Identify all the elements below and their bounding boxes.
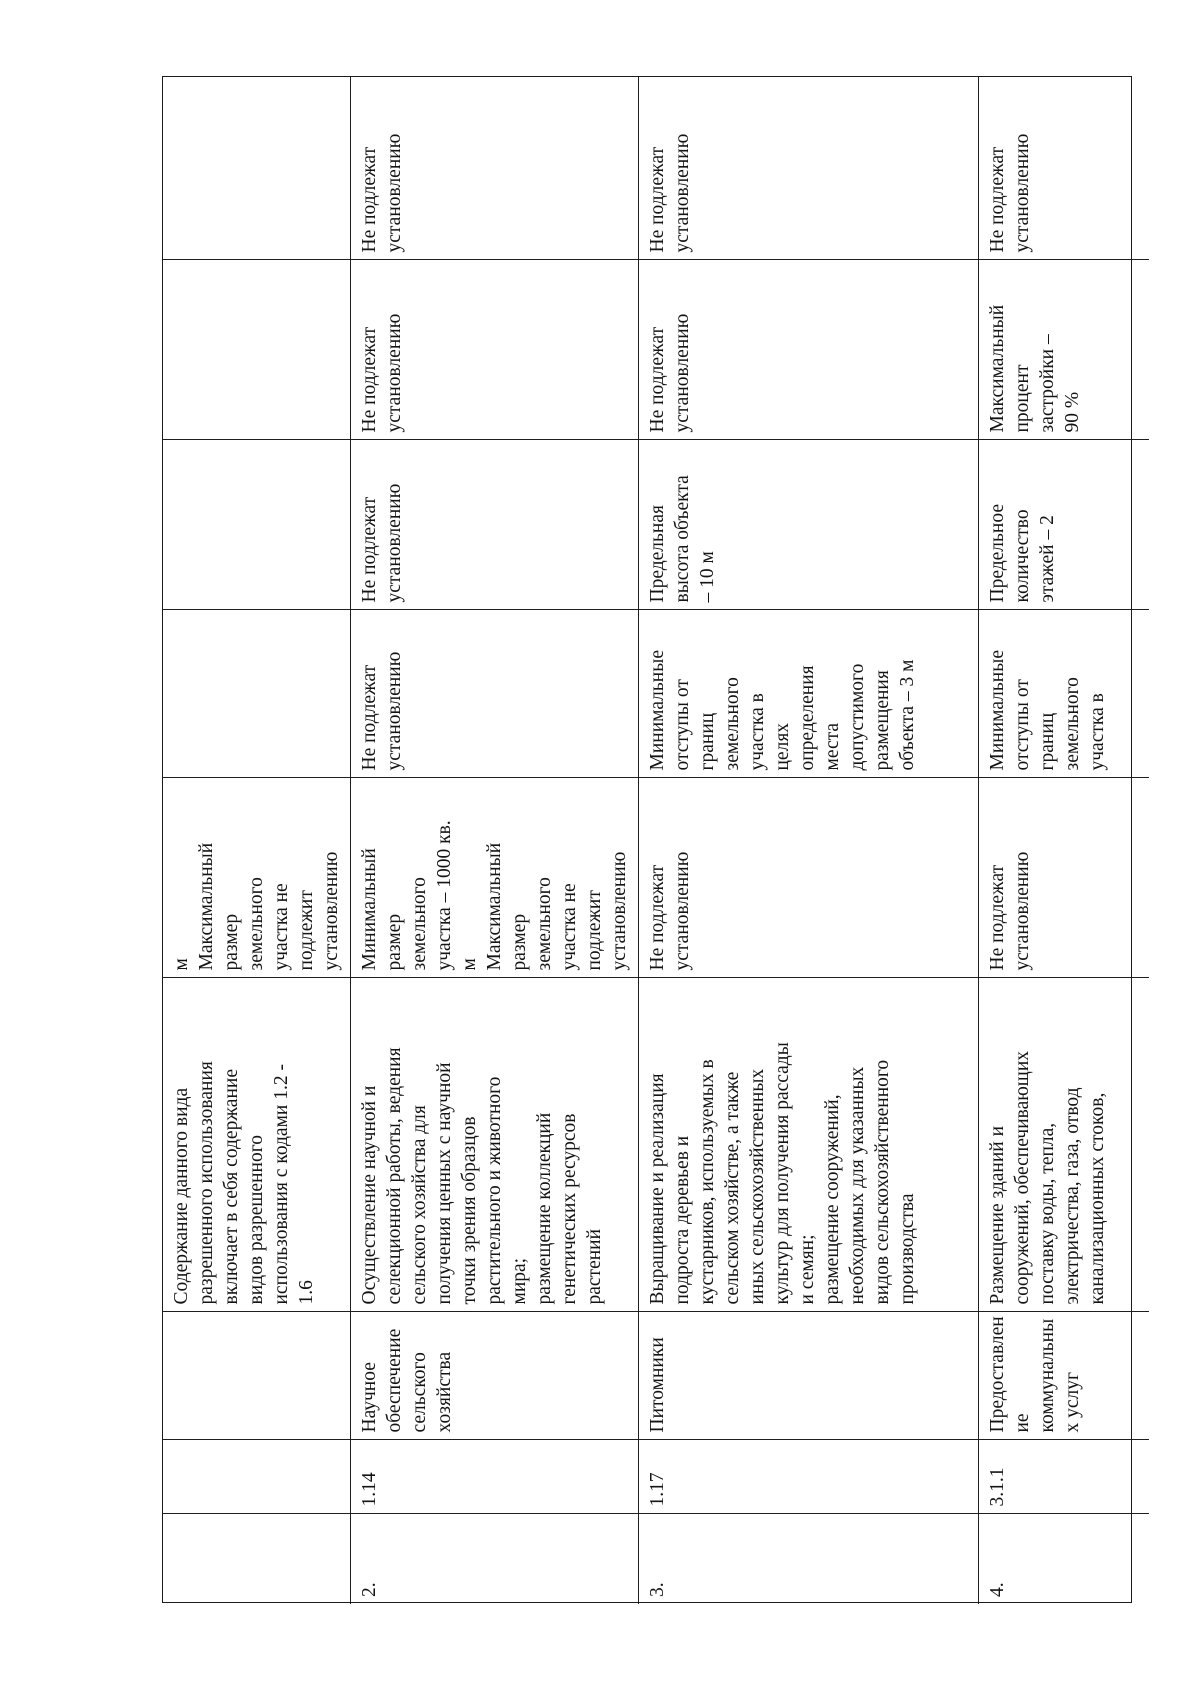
other-params-cell: Не подлежат установлению [351, 77, 639, 260]
coverage-cell: Не подлежат установлению [639, 260, 979, 440]
code-cell [163, 1440, 351, 1514]
row-number-cell [163, 1514, 351, 1604]
document-table-frame [162, 76, 1132, 1603]
table-row [979, 77, 1149, 1604]
description-cell: Осуществление научной и селекционной работы, ведения сельского хозяйства для получения ценных с научной точки зрения образцов растительного и животного мира; размещение коллекций генетических ресурсов растений [351, 978, 639, 1312]
coverage-cell: Максимальный процент застройки – 90 % [979, 260, 1149, 440]
row-number-cell: 4. [979, 1514, 1149, 1604]
table-row [351, 77, 639, 1604]
other-params-cell: Не подлежат установлению [979, 77, 1149, 260]
code-cell: 1.14 [351, 1440, 639, 1514]
use-name-cell: Предоставлен ие коммунальны х услуг [979, 1312, 1149, 1440]
setbacks-cell: Минимальные отступы от границ земельного участка в [979, 610, 1149, 778]
use-name-cell: Научное обеспечение сельского хозяйства [351, 1312, 639, 1440]
code-cell: 3.1.1 [979, 1440, 1149, 1514]
rotated-table-wrapper [163, 77, 1133, 1604]
land-use-table [163, 77, 1149, 1604]
plot-size-cell: Минимальный размер земельного участка – 1000 кв. м Максимальный размер земельного участка не подлежит установлению [351, 778, 639, 978]
height-cell: Предельное количество этажей – 2 [979, 440, 1149, 610]
row-number-cell: 2. [351, 1514, 639, 1604]
height-cell: Не подлежат установлению [351, 440, 639, 610]
height-cell: Предельная высота объекта – 10 м [639, 440, 979, 610]
code-cell: 1.17 [639, 1440, 979, 1514]
use-name-cell [163, 1312, 351, 1440]
table-row [639, 77, 979, 1604]
table-row [163, 77, 351, 1604]
row-number-cell: 3. [639, 1514, 979, 1604]
coverage-cell [163, 260, 351, 440]
plot-size-cell: Не подлежат установлению [979, 778, 1149, 978]
plot-size-cell: м Максимальный размер земельного участка не подлежит установлению [163, 778, 351, 978]
setbacks-cell [163, 610, 351, 778]
coverage-cell: Не подлежат установлению [351, 260, 639, 440]
plot-size-cell: Не подлежат установлению [639, 778, 979, 978]
description-cell: Содержание данного вида разрешенного использования включает в себя содержание видов разрешенного использования с кодами 1.2 - 1.6 [163, 978, 351, 1312]
height-cell [163, 440, 351, 610]
other-params-cell [163, 77, 351, 260]
description-cell: Размещение зданий и сооружений, обеспечивающих поставку воды, тепла, электричества, газа, отвод канализационных стоков, [979, 978, 1149, 1312]
setbacks-cell: Минимальные отступы от границ земельного участка в целях определения места допустимого размещения объекта – 3 м [639, 610, 979, 778]
setbacks-cell: Не подлежат установлению [351, 610, 639, 778]
other-params-cell: Не подлежат установлению [639, 77, 979, 260]
description-cell: Выращивание и реализация подроста деревьев и кустарников, используемых в сельском хозяйстве, а также иных сельскохозяйственных культур для получения рассады и семян; размещение сооружений, необходимых для указанных видов сельскохозяйственного производства [639, 978, 979, 1312]
use-name-cell: Питомники [639, 1312, 979, 1440]
